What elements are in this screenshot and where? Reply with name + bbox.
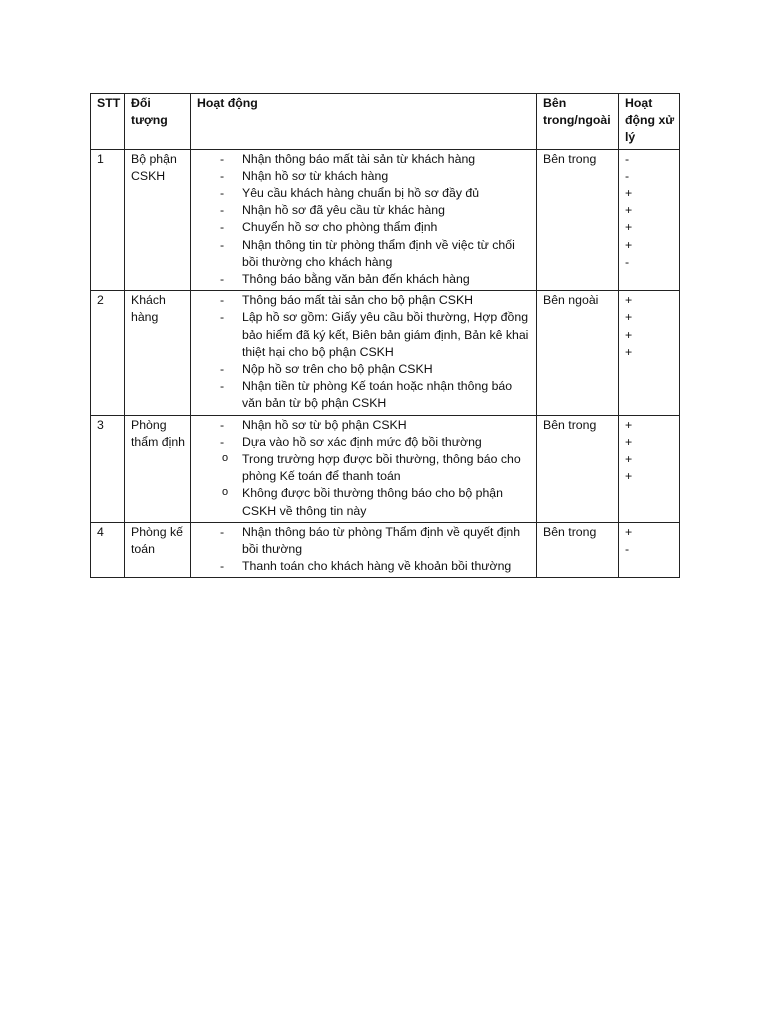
table-row — [91, 149, 680, 291]
row-activities — [191, 415, 537, 522]
row-object: Phòng thẩm định — [125, 415, 191, 522]
mark: + — [625, 452, 633, 467]
mark: + — [625, 469, 633, 484]
activity-item: - Chuyển hồ sơ cho phòng thẩm định — [197, 219, 536, 236]
activity-subitem: o Không được bồi thường thông báo cho bộ phận CSKH về thông tin này — [197, 485, 536, 519]
row-stt: 3 — [91, 415, 125, 522]
row-marks — [619, 149, 680, 291]
mark: + — [625, 417, 633, 432]
row-side: Bên trong — [537, 415, 619, 522]
activity-item: - Nhận thông báo từ phòng Thẩm định về quyết định bồi thường — [197, 524, 536, 558]
mark: + — [625, 344, 633, 359]
mark: - — [625, 542, 630, 557]
row-activities — [191, 291, 537, 415]
activity-item: - Thông báo bằng văn bản đến khách hàng — [197, 271, 536, 288]
activity-table — [90, 93, 680, 578]
row-stt: 4 — [91, 522, 125, 578]
row-activities — [191, 149, 537, 291]
row-object: Khách hàng — [125, 291, 191, 415]
mark: + — [625, 220, 633, 235]
table-row — [91, 291, 680, 415]
activity-item: - Nhận thông báo mất tài sản từ khách hàng — [197, 151, 536, 168]
activity-item: - Nộp hồ sơ trên cho bộ phận CSKH — [197, 361, 536, 378]
row-marks — [619, 522, 680, 578]
row-side: Bên trong — [537, 149, 619, 291]
activity-item: - Nhận hồ sơ đã yêu cầu từ khác hàng — [197, 202, 536, 219]
mark: + — [625, 203, 633, 218]
activity-item-text: - Dựa vào hồ sơ xác định mức độ bồi thường — [242, 434, 482, 449]
activity-item: - Yêu cầu khách hàng chuẩn bị hồ sơ đầy đủ — [197, 185, 536, 202]
mark: + — [625, 434, 633, 449]
mark: - — [625, 151, 630, 166]
row-marks — [619, 291, 680, 415]
row-object: Bộ phận CSKH — [125, 149, 191, 291]
mark: + — [625, 293, 633, 308]
activity-item: - Lập hồ sơ gồm: Giấy yêu cầu bồi thường, Hợp đồng bảo hiểm đã ký kết, Biên bản giám định, Bản kê khai thiệt hại cho bộ phận CSKH — [197, 309, 536, 361]
mark: + — [625, 237, 633, 252]
row-activities — [191, 522, 537, 578]
activity-subitem: o Trong trường hợp được bồi thường, thông báo cho phòng Kế toán để thanh toán — [197, 451, 536, 485]
activity-item: - Thông báo mất tài sản cho bộ phận CSKH — [197, 292, 536, 309]
header-stt: STT — [91, 94, 125, 150]
activity-item: - Thanh toán cho khách hàng về khoản bồi thường — [197, 558, 536, 575]
mark: + — [625, 327, 633, 342]
activity-item: - Nhận hồ sơ từ bộ phận CSKH — [197, 417, 536, 434]
row-object: Phòng kế toán — [125, 522, 191, 578]
mark: + — [625, 524, 633, 539]
row-side: Bên ngoài — [537, 291, 619, 415]
activity-item — [197, 434, 536, 451]
mark: - — [625, 254, 630, 269]
mark: + — [625, 310, 633, 325]
header-side: Bên trong/ngoài — [537, 94, 619, 150]
mark: - — [625, 168, 630, 183]
header-processing: Hoạt động xử lý — [619, 94, 680, 150]
row-side: Bên trong — [537, 522, 619, 578]
activity-item: - Nhận thông tin từ phòng thẩm định về việc từ chối bồi thường cho khách hàng — [197, 237, 536, 271]
table-row — [91, 522, 680, 578]
table-row — [91, 415, 680, 522]
row-marks — [619, 415, 680, 522]
activity-item: - Nhận tiền từ phòng Kế toán hoặc nhận thông báo văn bản từ bộ phận CSKH — [197, 378, 536, 412]
header-activity: Hoạt động — [191, 94, 537, 150]
row-stt: 2 — [91, 291, 125, 415]
table-header-row — [91, 94, 680, 150]
header-object: Đối tượng — [125, 94, 191, 150]
mark: + — [625, 185, 633, 200]
row-stt: 1 — [91, 149, 125, 291]
activity-item: - Nhận hồ sơ từ khách hàng — [197, 168, 536, 185]
